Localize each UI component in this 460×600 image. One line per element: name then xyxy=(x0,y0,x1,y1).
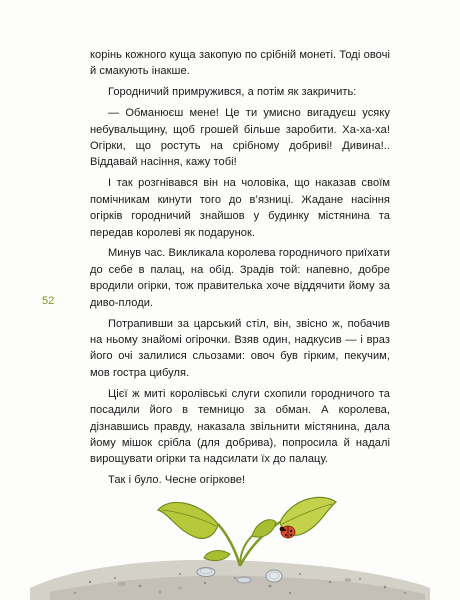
leaf xyxy=(252,520,276,537)
paragraph: Городничий примружився, а потім як закричить: xyxy=(108,86,357,99)
paragraph: І так розгнівався він на чоловіка, що наказав своїм помічникам кинути того до в’язниці. Жадане насіння огірків городничий знайшов у будинку містянина та передав королеві як подарунок. xyxy=(90,177,390,239)
paragraph: Потрапивши за царський стіл, він, звісно ж, побачив на ньому знайомі огірочки. Взяв один, надкусив — і враз його очі залилися сльозами: овоч був гірким, пекучим, мов гостра цибуля. xyxy=(90,317,390,379)
leaf xyxy=(204,551,230,561)
paragraph: — Обманюєш мене! Це ти умисно вигадуєш усяку небувальщину, щоб грошей більше заробити. Ха-ха-ха! Огірки, що ростуть на срібному добриві! Дивина!.. Віддавай насіння, кажу тобі! xyxy=(90,107,390,169)
silver-coin-icon xyxy=(237,577,251,583)
paragraph: Минув час. Викликала королева городничого приїхати до себе в палац, на обід. Зрадів той: напевно, добре вродили огірки, тож правителька хоче віддячити йому за диво-плоди. xyxy=(90,247,390,309)
paragraph: Так і було. Чесне огіркове! xyxy=(108,474,246,487)
silver-coin-icon xyxy=(266,570,282,582)
paragraph: Цієї ж миті королівські слуги схопили городничого та посадили його в темницю за обман. А королева, дізнавшись правду, наказала звільнити містянина, дала йому мішок срібла (для добрива), попросила й надалі вирощувати огірки та надсилати їх до палацу. xyxy=(90,387,390,466)
ladybug-icon xyxy=(280,526,295,538)
leaf xyxy=(158,502,218,538)
silver-coin-icon xyxy=(197,568,215,577)
page-number: 52 xyxy=(42,295,55,307)
cucumber-sprout-illustration xyxy=(30,462,430,600)
story-text xyxy=(90,47,390,493)
paragraph: корінь кожного куща закопую по срібній монеті. Тоді овочі й смакують інакше. xyxy=(90,49,390,78)
